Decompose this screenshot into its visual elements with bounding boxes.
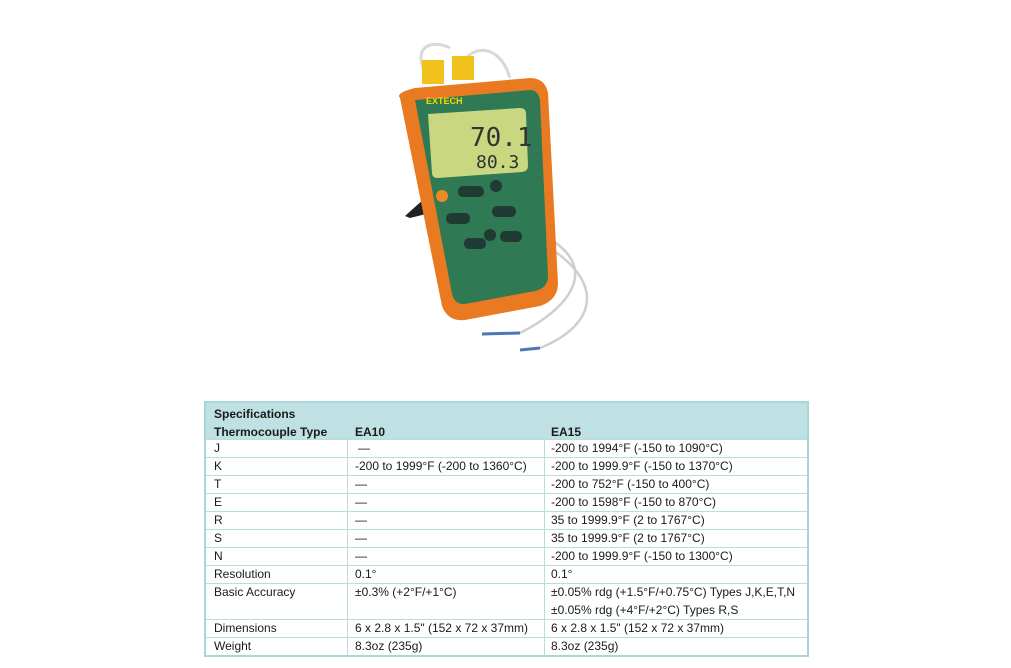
row-label: Resolution xyxy=(214,567,271,581)
table-row xyxy=(206,439,807,457)
row-label: K xyxy=(214,459,223,473)
primary-reading: 70.1 xyxy=(470,123,533,153)
specifications-table xyxy=(204,401,809,657)
row-label: T xyxy=(214,477,222,491)
table-row xyxy=(206,475,807,493)
table-row xyxy=(206,619,807,637)
ea15-value: -200 to 1598°F (-150 to 870°C) xyxy=(551,495,717,509)
ea10-value: — xyxy=(355,495,367,509)
ea15-value: -200 to 1994°F (-150 to 1090°C) xyxy=(551,441,723,455)
ea10-value: 0.1° xyxy=(355,567,377,581)
ea10-value: 8.3oz (235g) xyxy=(355,639,423,653)
row-label: E xyxy=(214,495,223,509)
ea15-value: -200 to 1999.9°F (-150 to 1300°C) xyxy=(551,549,733,563)
ea10-value: — xyxy=(355,513,367,527)
ea15-value: 6 x 2.8 x 1.5" (152 x 72 x 37mm) xyxy=(551,621,725,635)
ea15-value: 0.1° xyxy=(551,567,573,581)
ea10-value: 6 x 2.8 x 1.5" (152 x 72 x 37mm) xyxy=(355,621,529,635)
table-row xyxy=(206,565,807,583)
ea10-value: — xyxy=(355,549,367,563)
table-title: Specifications xyxy=(214,407,296,421)
table-row xyxy=(206,583,807,619)
ea15-value: 35 to 1999.9°F (2 to 1767°C) xyxy=(551,513,705,527)
row-label: Dimensions xyxy=(214,621,277,635)
column-header-ea10: EA10 xyxy=(355,425,386,439)
ea15-value: ±0.05% rdg (+1.5°F/+0.75°C) Types J,K,E,T,N xyxy=(551,585,796,599)
ea10-value: ±0.3% (+2°F/+1°C) xyxy=(355,585,457,599)
row-label: Basic Accuracy xyxy=(214,585,296,599)
ea15-value: -200 to 1999.9°F (-150 to 1370°C) xyxy=(551,459,733,473)
column-header-type: Thermocouple Type xyxy=(214,425,328,439)
table-row xyxy=(206,511,807,529)
ea10-value: -200 to 1999°F (-200 to 1360°C) xyxy=(355,459,527,473)
ea15-value: 35 to 1999.9°F (2 to 1767°C) xyxy=(551,531,705,545)
row-label: R xyxy=(214,513,223,527)
thermometer-illustration xyxy=(370,38,630,358)
brand-logo: EXTECH xyxy=(426,96,463,106)
ea10-value: — xyxy=(355,531,367,545)
ea15-value-line2: ±0.05% rdg (+4°F/+2°C) Types R,S xyxy=(551,603,739,617)
row-label: Weight xyxy=(214,639,252,653)
product-image xyxy=(370,38,630,358)
table-row xyxy=(206,637,807,655)
table-header xyxy=(206,403,807,439)
column-header-ea15: EA15 xyxy=(551,425,582,439)
ea10-value: — xyxy=(358,441,370,455)
table-row xyxy=(206,457,807,475)
row-label: N xyxy=(214,549,223,563)
table-row xyxy=(206,529,807,547)
ea15-value: -200 to 752°F (-150 to 400°C) xyxy=(551,477,710,491)
ea15-value: 8.3oz (235g) xyxy=(551,639,619,653)
ea10-value: — xyxy=(355,477,367,491)
row-label: S xyxy=(214,531,223,545)
table-row xyxy=(206,493,807,511)
row-label: J xyxy=(214,441,220,455)
secondary-reading: 80.3 xyxy=(476,152,520,173)
table-row xyxy=(206,547,807,565)
